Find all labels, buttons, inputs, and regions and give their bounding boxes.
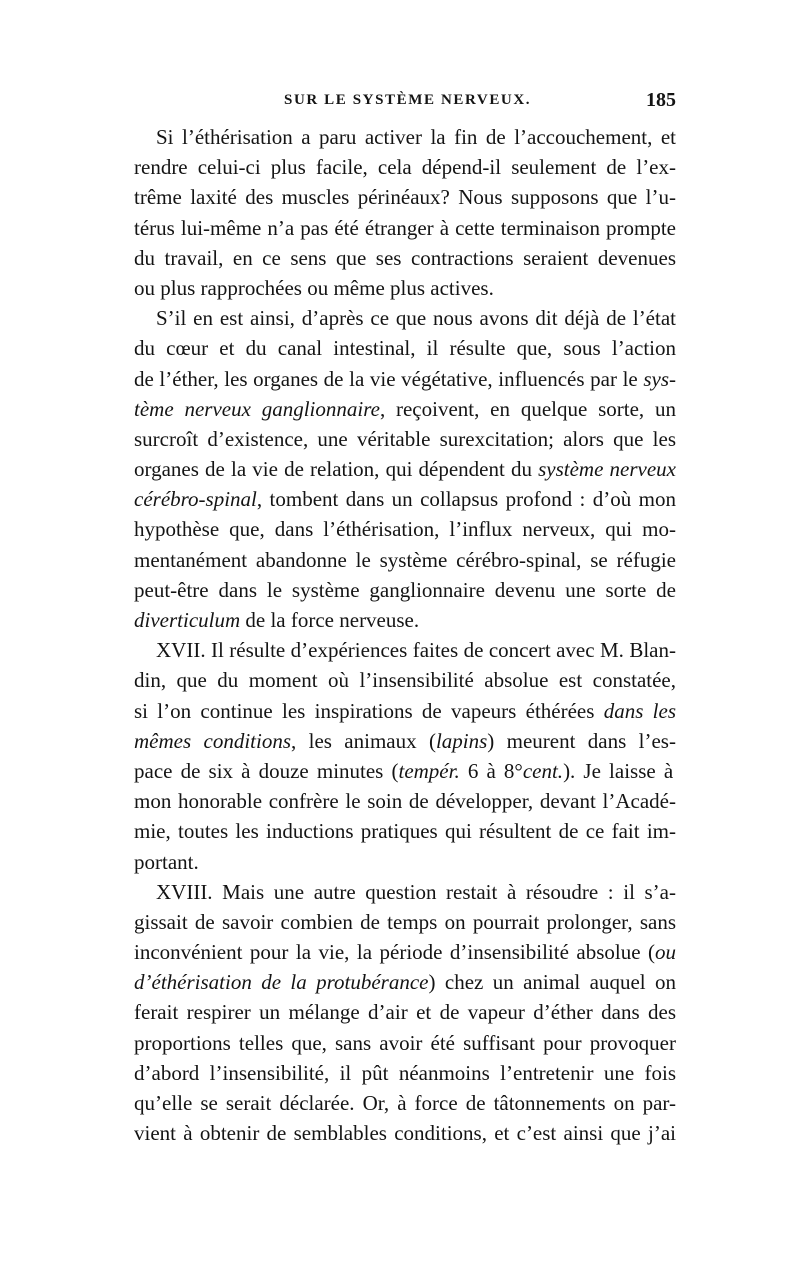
text-line: de l’éther, les organes de la vie végétative, influencés par le sys- <box>134 366 677 391</box>
text-line: pace de six à douze minutes (tempér. 6 à 8°cent.). Je laisse à <box>134 758 674 783</box>
text-line: mie, toutes les inductions pratiques qui résultent de ce fait im- <box>134 819 676 844</box>
text-line: proportions telles que, sans avoir été suffisant pour provoquer <box>134 1030 676 1055</box>
text-line: mentanément abandonne le système cérébro-spinal, se réfugie <box>134 547 676 572</box>
text-line: du travail, en ce sens que ses contractions seraient devenues <box>134 245 676 270</box>
body-text <box>134 122 676 1148</box>
text-line: surcroît d’existence, une véritable surexcitation; alors que les <box>134 426 676 451</box>
text-line: din, que du moment où l’insensibilité absolue est constatée, <box>134 668 676 693</box>
text-line: Si l’éthérisation a paru activer la fin de l’accouchement, et <box>156 125 676 149</box>
text-line: trême laxité des muscles périnéaux? Nous supposons que l’u- <box>134 185 676 210</box>
text-line: mêmes conditions, les animaux (lapins) meurent dans l’es- <box>134 728 676 753</box>
text-line: ou plus rapprochées ou même plus actives. <box>134 275 494 300</box>
text-line: S’il en est ainsi, d’après ce que nous avons dit déjà de l’état <box>156 306 676 331</box>
text-line: hypothèse que, dans l’éthérisation, l’influx nerveux, qui mo- <box>134 517 676 542</box>
text-line: organes de la vie de relation, qui dépendent du système nerveux <box>134 457 677 482</box>
text-line: gissait de savoir combien de temps on pourrait prolonger, sans <box>134 909 676 934</box>
text-line: XVII. Il résulte d’expériences faites de concert avec M. Blan- <box>156 638 676 663</box>
text-line: mon honorable confrère le soin de développer, devant l’Acadé- <box>134 789 676 814</box>
text-line: térus lui-même n’a pas été étranger à cette terminaison prompte <box>134 215 676 240</box>
text-line: portant. <box>134 849 199 874</box>
text-line: diverticulum de la force nerveuse. <box>134 608 420 632</box>
text-line: cérébro-spinal, tombent dans un collapsus profond : d’où mon <box>134 487 676 512</box>
text-line: inconvénient pour la vie, la période d’insensibilité absolue (ou <box>134 940 676 965</box>
text-line: d’abord l’insensibilité, il pût néanmoins l’entretenir une fois <box>134 1060 676 1085</box>
text-line: ferait respirer un mélange d’air et de vapeur d’éther dans des <box>134 1000 676 1025</box>
text-line: si l’on continue les inspirations de vapeurs éthérées dans les <box>134 698 677 723</box>
text-line: qu’elle se serait déclarée. Or, à force de tâtonnements on par- <box>134 1091 676 1115</box>
running-title: SUR LE SYSTÈME NERVEUX. <box>284 92 532 108</box>
running-head <box>134 89 676 116</box>
text-line: rendre celui-ci plus facile, cela dépend-il seulement de l’ex- <box>134 155 676 180</box>
page-number: 185 <box>646 89 676 111</box>
text-line: peut-être dans le système ganglionnaire devenu une sorte de <box>134 577 676 602</box>
text-line: XVIII. Mais une autre question restait à résoudre : il s’a- <box>156 879 676 904</box>
text-line: vient à obtenir de semblables conditions, et c’est ainsi que j’ai <box>134 1121 676 1146</box>
text-line: du cœur et du canal intestinal, il résulte que, sous l’action <box>134 336 676 361</box>
text-line: d’éthérisation de la protubérance) chez un animal auquel on <box>134 970 677 995</box>
text-line: tème nerveux ganglionnaire, reçoivent, en quelque sorte, un <box>134 396 676 421</box>
